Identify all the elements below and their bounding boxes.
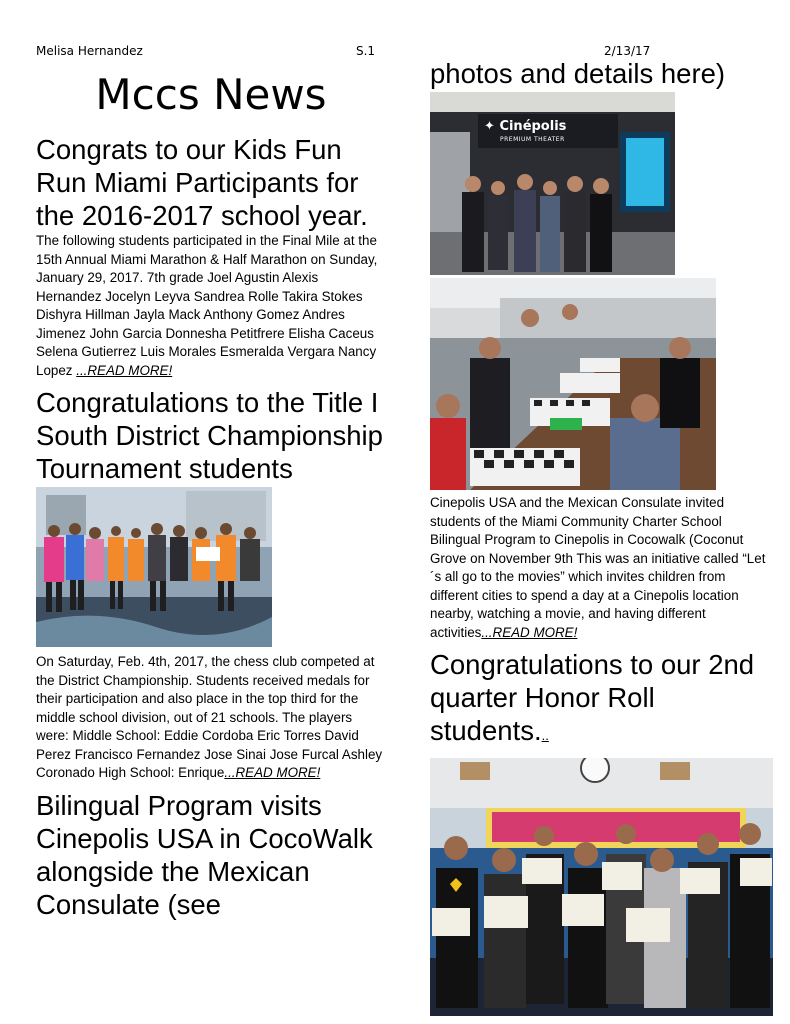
star-icon: ✦ [484, 119, 495, 134]
section-number: S.1 [356, 44, 376, 58]
cinepolis-sign [484, 120, 566, 146]
kids-run-read-more-link[interactable]: ...READ MORE! [76, 362, 173, 378]
honor-roll-photo [430, 758, 773, 1016]
cinepolis-sign-subtext: PREMIUM THEATER [500, 136, 565, 143]
author-name: Melisa Hernandez [36, 44, 143, 58]
chess-headline: Congratulations to the Title I South District Championship Tournament students [36, 387, 383, 484]
honor-roll-trail: .. [541, 728, 549, 743]
cinepolis-headline-part1: Bilingual Program visits Cinepolis USA in CocoWalk alongside the Mexican Consulate (see [36, 789, 373, 920]
cinepolis-group-photo [430, 92, 675, 275]
chess-text: On Saturday, Feb. 4th, 2017, the chess club competed at the District Championship. Students received medals for their participation and also place in the top third for the middle school division, out of 21 schools. The players were: Middle School: Eddie Cordoba Eric Torres David Perez Francisco Fernandez Jose Sinai Jose Furcal Ashley Coronado High School: Enrique [36, 654, 383, 780]
cinepolis-text: Cinepolis USA and the Mexican Consulate invited students of the Miami Community Charter School Bilingual Program to Cinepolis in Cocowalk (Coconut Grove on November 9th This was an initiative called “Let´s all go to the movies” which invites children from different cities to spend a day at a Cinepolis location nearby, watching a movie, and having different activities [430, 495, 766, 640]
cinepolis-headline-part2: photos and details here) [430, 58, 726, 89]
cinepolis-read-more-link[interactable]: ...READ MORE! [481, 624, 578, 640]
chess-team-photo [36, 487, 272, 647]
honor-roll-headline-text: Congratulations to our 2nd quarter Honor Roll students. [430, 649, 755, 746]
chess-body [36, 653, 386, 783]
kids-run-body [36, 232, 386, 380]
chess-play-photo [430, 278, 716, 490]
left-column [36, 60, 386, 921]
masthead: Mccs News [95, 70, 327, 119]
kids-run-headline: Congrats to our Kids Fun Run Miami Participants for the 2016-2017 school year. [36, 134, 368, 231]
cinepolis-sign-text: Cinépolis [499, 119, 567, 134]
right-column [430, 60, 775, 1016]
honor-roll-headline [430, 648, 775, 752]
cinepolis-body [430, 494, 775, 642]
kids-run-text: The following students participated in the Final Mile at the 15th Annual Miami Marathon & Half Marathon on Sunday, January 29, 2017. 7th grade Joel Agustin Alexis Hernandez Jocelyn Leyva Sandrea Rolle Takira Stokes Dishyra Hillman Jayla Mack Anthony Gomez Andres Jimenez John Garcia Donnesha Petitfrere Elisha Caceus Selena Gutierrez Luis Morales Esmeralda Vergara Nancy Lopez [36, 233, 378, 378]
chess-read-more-link[interactable]: ...READ MORE! [224, 765, 321, 780]
issue-date: 2/13/17 [604, 44, 651, 58]
